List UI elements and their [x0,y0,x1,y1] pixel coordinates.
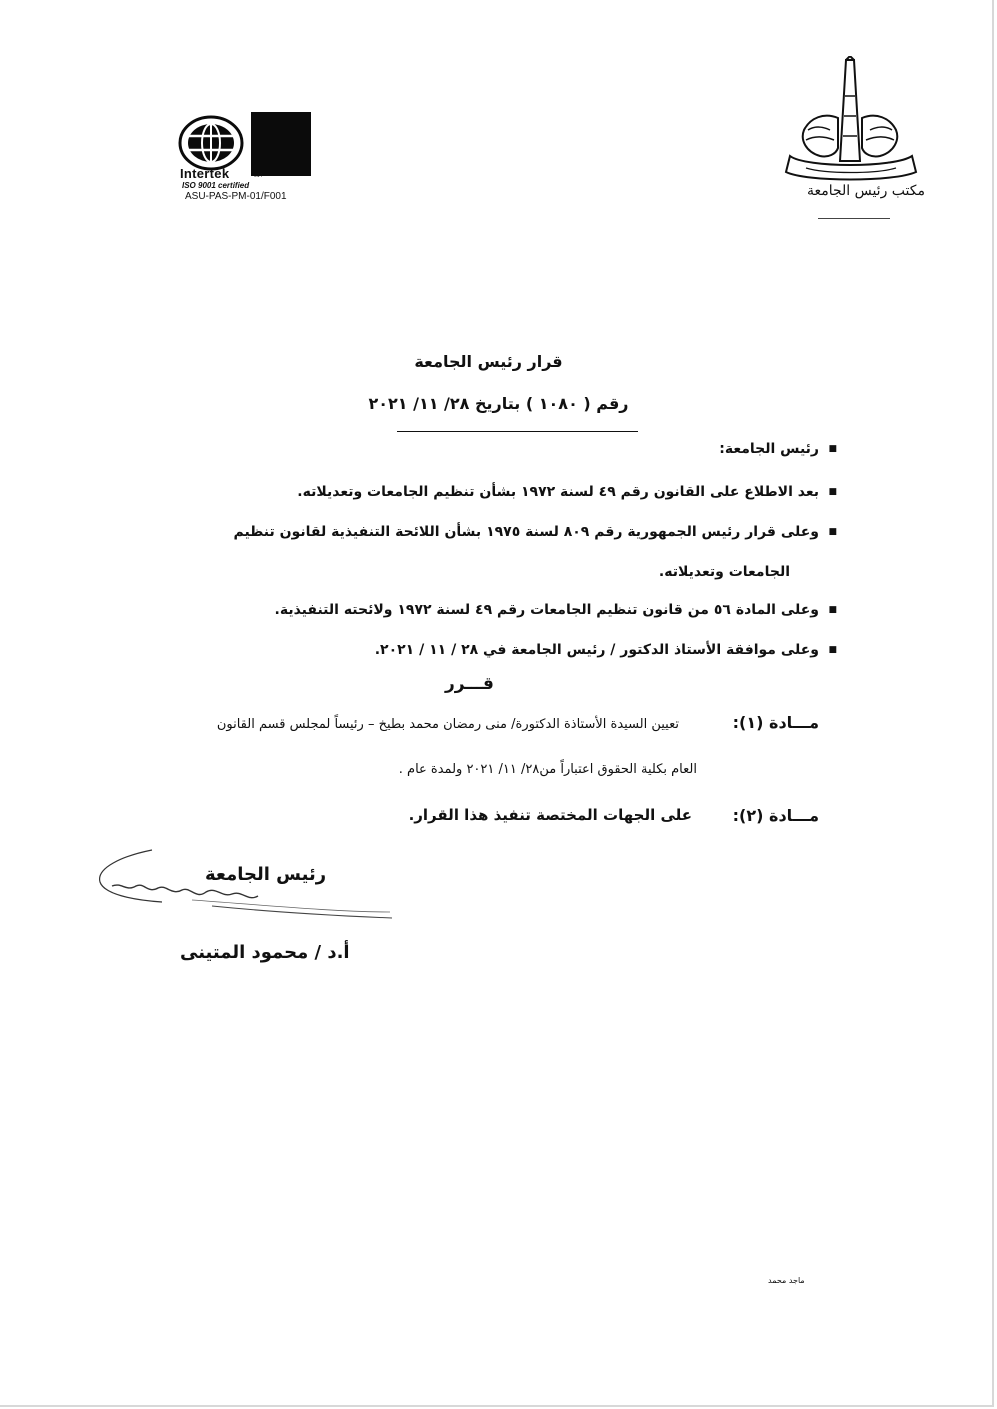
article-1-text-continued: العام بكلية الحقوق اعتباراً من٢٨/ ١١/ ٢٠٢١ ولمدة عام . [398,762,697,777]
intertek-brand: Intertek [180,166,230,181]
article-1-text: تعيين السيدة الأستاذة الدكتورة/ منى رمضان محمد بطيخ – رئيساً لمجلس قسم القانون [216,717,679,732]
preamble-line [719,441,837,457]
intertek-black-mark [251,112,311,176]
typist-initials: ماجد محمد [768,1276,805,1285]
signature-title: رئيس الجامعة [205,864,327,885]
article-2-label: مـــادة (٢): [732,806,819,825]
bullet-icon: ■ [828,645,837,655]
title-underline [397,431,638,432]
preamble-text: رئيس الجامعة: [719,441,819,457]
intertek-small-code: 014 [254,173,263,179]
preamble-text: وعلى قرار رئيس الجمهورية رقم ٨٠٩ لسنة ١٩٧٥ بشأن اللائحة التنفيذية لقانون تنظيم [233,524,819,540]
emblem-drawing [776,56,926,186]
preamble-line [659,564,790,580]
preamble-line [297,484,837,500]
article-1-label: مـــادة (١): [732,713,819,732]
preamble-line [233,524,837,540]
globe-icon [178,114,244,172]
office-label: مكتب رئيس الجامعة [806,183,925,199]
preamble-text: وعلى موافقة الأستاذ الدكتور / رئيس الجامعة في ٢٨ / ١١ / ٢٠٢١. [374,642,819,658]
decision-title: قرار رئيس الجامعة [414,352,563,371]
decided-heading: قـــرر [445,674,494,694]
preamble-text: الجامعات وتعديلاته. [658,564,790,580]
preamble-line [374,642,837,658]
preamble-line [274,602,837,618]
bullet-icon: ■ [828,527,837,537]
iso-certification: ISO 9001 certified [182,181,250,190]
bullet-icon: ■ [828,605,837,615]
university-emblem-icon [776,56,926,226]
office-underline [818,218,890,219]
form-code: ASU-PAS-PM-01/F001 [185,191,287,202]
article-2-text: على الجهات المختصة تنفيذ هذا القرار. [408,806,692,824]
signatory-name: أ.د / محمود المتينى [180,942,350,963]
handwritten-signature [92,842,397,932]
preamble-text: بعد الاطلاع على القانون رقم ٤٩ لسنة ١٩٧٢ بشأن تنظيم الجامعات وتعديلاته. [297,484,819,500]
preamble-text: وعلى المادة ٥٦ من قانون تنظيم الجامعات رقم ٤٩ لسنة ١٩٧٢ ولائحته التنفيذية. [274,602,819,618]
bullet-icon: ■ [828,444,837,454]
bullet-icon: ■ [828,487,837,497]
decision-number: رقم ( ١٠٨٠ ) بتاريخ ٢٨/ ١١/ ٢٠٢١ [368,394,629,413]
